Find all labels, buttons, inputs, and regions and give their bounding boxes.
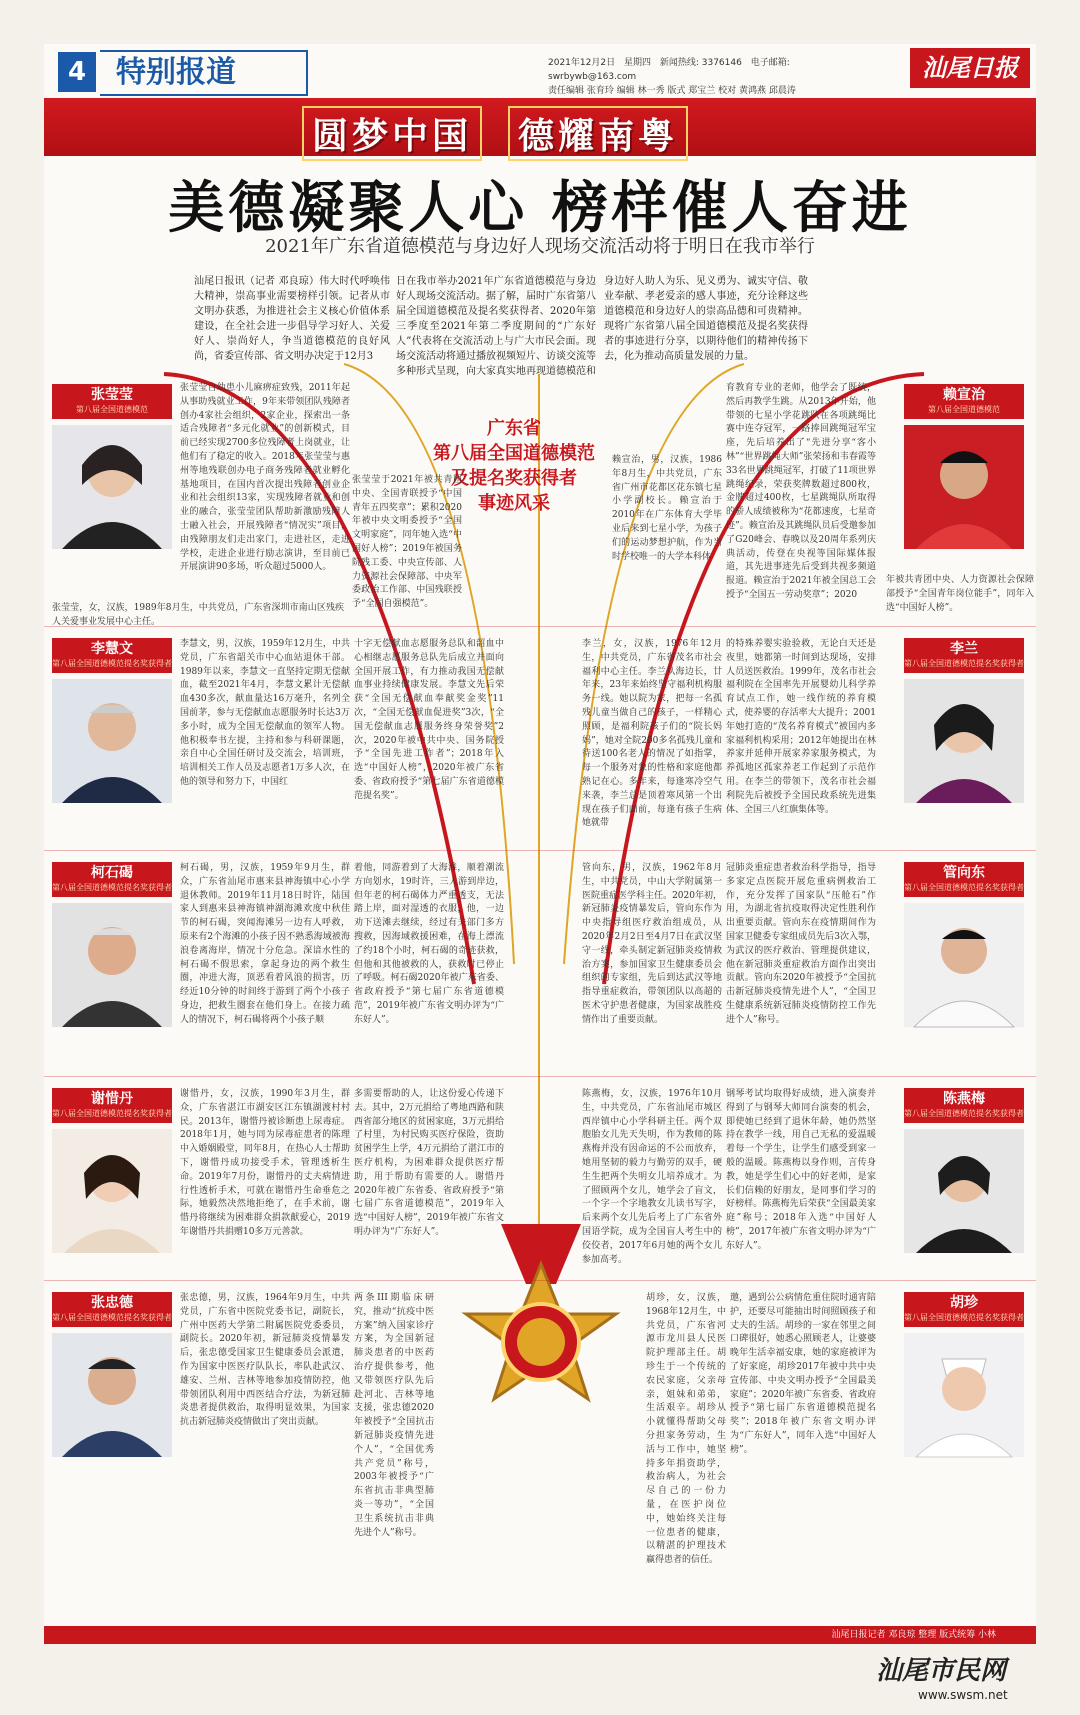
person-name: 李兰 — [904, 638, 1024, 658]
person-card — [904, 1088, 1024, 1253]
row-divider — [44, 1076, 1036, 1077]
row-divider — [44, 626, 1036, 627]
subheadline: 2021年广东省道德模范与身边好人现场交流活动将于明日在我市举行 — [265, 236, 815, 257]
person-name: 柯石碣 — [52, 862, 172, 882]
person-title: 第八届全国道德模范提名奖获得者 — [52, 1108, 172, 1123]
person-photo — [904, 1333, 1024, 1457]
person-card — [52, 384, 172, 549]
banner-left: 圆梦中国 — [302, 106, 482, 161]
person-title: 第八届全国道德模范提名奖获得者 — [52, 658, 172, 673]
headline: 美德凝聚人心 榜样催人奋进 — [168, 175, 912, 241]
bio-li-huiwen-awards: 十字无偿献血志愿服务总队和韶血中心相继志愿服务总队先后成立并面向全国开展工作，有力推动我国无偿献血事业持续健康发展。李慧文先后荣获“全国无偿献血奉献奖金奖”11次，“全国无偿献血促进奖”3次，“全国无偿献血志愿服务终身荣誉奖”2次，2020年被中共中央、国务院授予“全国先进工作者”；2018年入选“中国好人榜”，2020年被广东省委、省政府授予“第七届广东省道德模范提名奖”。 — [354, 639, 504, 801]
person-photo — [52, 679, 172, 803]
person-title: 第八届全国道德模范提名奖获得者 — [904, 658, 1024, 673]
newspaper-page — [44, 44, 1036, 1644]
section-title: 特别报道 — [100, 50, 308, 96]
bio-guan-xiangdong: 管向东，男，汉族，1962年8月生，中共党员，中山大学附属第一医院重症医学科主任。2020年初，新冠肺炎疫情暴发后，管向东作为中央指导组医疗救治组成员，从2020年2月2日至4月7日在武汉坚守一线，牵头制定新冠肺炎疫情救治方案，参加国家卫生健康委员会组织的专家组，先后到达武汉等地指导重症救治，带领团队以高超的医术守护患者健康，为国家战胜疫情作出了重要贡献。 — [582, 863, 722, 1025]
watermark-logo: 汕尾市民网 — [876, 1656, 1007, 1686]
person-title: 第八届全国道德模范提名奖获得者 — [904, 1312, 1024, 1327]
person-card — [904, 1292, 1024, 1457]
bio-xie-xidan: 谢惜丹，女，汉族，1990年3月生，群众，广东省湛江市湖安区江东镇湖渡村村民。2013年，谢惜丹被诊断患上尿毒症。2018年1月，她与同为尿毒症患者的陈理中入婚姻殿堂，同年8月，在热心人士帮助下，谢惜丹成功接受手术，管理透析生命。2019年7月份，谢惜丹的丈夫病情进行性透析手术，可就在谢惜丹生命垂危之际，她毅然决然地拒绝了，在手术前，谢惜丹将继续为困难群众捐款献爱心，2019年谢惜丹共捐赠10多万元善款。 — [180, 1089, 350, 1237]
person-name: 李慧文 — [52, 638, 172, 658]
page-number: 4 — [58, 52, 96, 92]
person-photo — [904, 425, 1024, 549]
person-title: 第八届全国道德模范提名奖获得者 — [52, 882, 172, 897]
person-title: 第八届全国道德模范提名奖获得者 — [52, 1312, 172, 1327]
masthead-logo: 汕尾日报 — [910, 48, 1030, 88]
person-photo — [904, 903, 1024, 1027]
person-name: 张莹莹 — [52, 384, 172, 404]
person-name: 张忠德 — [52, 1292, 172, 1312]
banner-right: 德耀南粤 — [508, 106, 688, 161]
editor-credits: 责任编辑 张育玲 编辑 林一秀 版式 郑宝兰 校对 黄鸿燕 邱晨涛 — [548, 86, 796, 96]
bio-ke-shijie: 柯石碣，男，汉族，1959年9月生，群众，广东省汕尾市惠来县神海镇中心小学退休教师。2019年11月18日时许，陆国家人到惠来县神海镇神湖海滩欢度中秋佳节的柯石碣，突闻海滩另一边有人呼救，原来有2个海滩的小孩子因不熟悉海域被海浪卷离海岸，情况十分危急。深谙水性的柯石碣不假思索，拿起身边的两个救生圈，冲进大海，顶恶看着风浪的损害，历经近10分钟的时间终于游到了两个小孩子身边，把救生圈套在他们身上。在接力疏人的情况下，柯石碣将两个小孩子顺 — [180, 863, 350, 1025]
person-card — [904, 638, 1024, 803]
person-photo — [52, 425, 172, 549]
person-name: 赖宣治 — [904, 384, 1024, 404]
bio-hu-zhen-awards: 邀，遇到公公病情危重住院时通宵陪护，还要尽可能抽出时间照顾孩子和丈夫的生活。胡珍的一家在邻里之间口碑很好，她悉心照顾老人，让婆婆晚年生活幸福安康，她的家庭被评为了好家庭，胡珍2017年被中共中央宣传部、中央文明办授予“全国最美家庭”；2020年被广东省委、省政府授予“第七届广东省道德模范提名奖”；2018年被广东省文明办评为“广东好人”，同年入选“中国好人榜”。 — [730, 1293, 876, 1455]
person-title: 第八届全国道德模范 — [52, 404, 172, 419]
person-photo — [52, 1333, 172, 1457]
person-photo — [52, 1129, 172, 1253]
person-name: 陈燕梅 — [904, 1088, 1024, 1108]
footer-credit: 汕尾日报记者 邓良琼 整理 版式统筹 小林 — [44, 1626, 1036, 1644]
row-divider — [44, 850, 1036, 851]
bio-zhang-zhongde-awards: 两条III期临床研究，推动“抗疫中医方案”纳入国家诊疗方案，为全国新冠肺炎患者的中医药治疗提供参考，他又带领医疗队先后赴河北、吉林等地支援，张忠德2020年被授予“全国抗击新冠肺炎疫情先进个人”，“全国优秀共产党员”称号，2003年被授予“广东省抗击非典型肺炎一等功”，“全国卫生系统抗击非典先进个人”称号。 — [354, 1293, 434, 1538]
center-title: 广东省 第八届全国道德模范 及提名奖获得者 事迹风采 — [433, 418, 595, 514]
person-card — [52, 1292, 172, 1457]
person-card — [52, 862, 172, 1027]
top-banner — [44, 98, 1036, 156]
issue-date: 2021年12月2日 — [548, 58, 616, 68]
person-card — [904, 862, 1024, 1027]
bio-li-lan: 李兰，女，汉族，1976年12月生，中共党员，广东省茂名市社会福利中心主任。李兰从海边长，廿年来，23年来始终坚守福利机构服务一线。她以院为家，把每一名孤残儿童当做自己的孩子，一样精心照顾，是福利院孩子们的“院长妈妈”，她对全院200多名孤残儿童和待送100名老人的情况了如指掌，每一个服务对象的性格和家庭他都熟记在心。多年来，每逢寒冷空气来袭，李兰总是顶着寒风第一个出现在孩子们面前，每逢有孩子生病她就带 — [582, 639, 722, 829]
person-title: 第八届全国道德模范提名奖获得者 — [904, 1108, 1024, 1123]
bio-hu-zhen: 胡珍，女，汉族，1968年12月生，中共党员，广东省河源市龙川县人民医院护理部主任。胡珍生于一个传统的农民家庭，父亲母亲，姐妹和弟弟，生活艰辛。胡珍从小就懂得帮助父母分担家务劳动，生活与工作中，她坚持多年捐资助学，救治病人，为社会尽自己的一份力量，在医护岗位中，她始终关注每一位患者的健康，以精湛的护理技术赢得患者的信任。 — [646, 1293, 726, 1566]
bio-li-huiwen: 李慧文，男，汉族，1959年12月生，中共党员，广东省韶关市中心血站退休干部。1989年以来，李慧文一直坚持定期无偿献血，截至2021年4月，李慧文累计无偿献血430多次，献血量达16万毫升，名列全国前茅，参与无偿献血志愿服务时长达3万多小时，成为全国无偿献血的领军人物。他积极奉书左提，主持和参与科研课题，亲自中心全国任研讨及交流会，培训班，培训相关工作人员及志愿者1万多人次，在他的领导和努力下，中国红 — [180, 639, 350, 787]
bio-chen-yanmei-awards: 钢琴考试均取得好成绩，进入演奏并得到了与钢琴大师同台演奏的机会，即使她已经到了退休年龄，她仍然坚持在教学一线，用自己无私的爱温暖着每一个学生，让学生们感受到家一般的温暖。陈燕梅以身作则，言传身教，她是学生们心中的好老师，是家长们信赖的好朋友，是同事们学习的好榜样。陈燕梅先后荣获“全国最美家庭”称号；2018年入选“中国好人榜”，2017年被广东省文明办评为“广东好人”。 — [726, 1089, 876, 1251]
bio-lai-xuanzhi-awards: 年被共青团中央、人力资源社会保障部授予“全国青年岗位能手”，同年入选“中国好人榜”。 — [886, 575, 1034, 613]
bio-ke-shijie-awards: 着他，同游着到了大海滩，顺着潮流方向划水，19时许，三人游到岸边，但年老的柯石碣体力严重透支，无法踏上岸，面对湿透的衣服，他，一边劝下送滩去继续，经过有关部门多方搜救，因海域救援困难，在海上漂流了约18个小时，柯石碣的奇迹获救，但他和其他被救的人，获救时已停止了呼吸。柯石碣2020年被广东省委、省政府授予“第七届广东省道德模范”，2019年被广东省文明办评为“广东好人”。 — [354, 863, 504, 1025]
person-photo — [52, 903, 172, 1027]
person-photo — [904, 1129, 1024, 1253]
bio-lai-xuanzhi: 育教育专业的老师，他学会了既统，然后再教学生跳。从2013年开始，他带领的七星小学花跳队在各项跳绳比赛中连夺冠军，一路捧回跳绳冠军宝座，先后培养出了“先进分享“客小林”“世界跳绳大师”张荣扬和韦春霞等33名世界跳绳冠军，打破了11项世界跳绳纪录，荣获奖牌数超过800枚，金牌超过400枚，七星跳绳队所取得的骄人成绩被称为“花都速度，七星奇迹”。赖宣治及其跳绳队员后受邀参加了G20峰会、春晚以及20周年系列庆典活动，传登在央视等国际媒体报道，其先进事迹先后受到共视多频道报道。赖宣治于2021年被全国总工会授予“全国五一劳动奖章”；2020 — [726, 383, 876, 600]
bio-chen-yanmei: 陈燕梅，女，汉族，1976年10月生，中共党员，广东省汕尾市城区西岸镇中心小学科研主任。两个双胞胎女儿先天失明，作为教师的陈燕梅并没有因命运的不公而放弃，她用坚韧的毅力与勤劳的双手，硬生生把两个失明女儿培养成才。为了照顾两个女儿，她学会了盲文，一个字一个字地教女儿读书写字，后来两个女儿先后考上了广东省外国语学院，成为全国盲人考生中的佼佼者，2017年6月她的两个女儿参加高考。 — [582, 1089, 722, 1265]
lead-paragraph-2: 日在我市举办2021年广东省道德模范与身边好人现场交流活动。据了解，届时广东省第八届全国道德模范及提名奖获得者、2020年第三季度至2021年第二季度期间的“广东好人”代表将在交流活动上与广大市民会面。现场交流活动将通过播放视频短片、访谈交流等多种形式呈现，向大家真实地再现道德模范和 — [396, 276, 596, 377]
person-card — [52, 638, 172, 803]
bio-zhang-yingying-awards: 张莹莹于2021年被共青团中央、全国青联授予“中国青年五四奖章”；累积2020年被中央文明委授予“全国文明家庭”，同年她入选“中国好人榜”；2019年被国务院残工委、中央宣传部、人力资源社会保障部、中央军委政治工作部、中国残联授予“全国自强模范”。 — [352, 475, 462, 610]
editor-email: 电子邮箱: swrbywb@163.com — [548, 58, 790, 82]
lead-paragraph-3: 身边好人助人为乐、见义勇为、诚实守信、敬业奉献、孝老爱亲的感人事迹，充分诠释这些道德模范和身边好人的崇高品德和可贵精神。现将广东省第八届全国道德模范及提名奖获得者的事迹进行分享，以期待他们的精神传扬下去，化为推动高质量发展的力量。 — [604, 276, 808, 362]
header-info — [548, 56, 878, 98]
issue-weekday: 星期四 — [623, 58, 651, 68]
news-hotline: 新闻热线: 3376146 — [659, 58, 742, 68]
person-name: 谢惜丹 — [52, 1088, 172, 1108]
person-card — [52, 1088, 172, 1253]
bio-xie-xidan-awards: 多需要帮助的人，让这份爱心传递下去。其中，2万元捐给了粤地西路和陕西省部分地区的贫困家庭，3万元捐给了村里，为村民购买医疗保险，资助贫困学生上学，4万元捐给了湛江市的医疗机构，为困难群众提供医疗帮助，用于帮助有需要的人。谢惜丹2020年被广东省委、省政府授予“第七届广东省道德模范”，2019年入选“中国好人榜”，2019年被广东省文明办评为“广东好人”。 — [354, 1089, 504, 1237]
person-title: 第八届全国道德模范提名奖获得者 — [904, 882, 1024, 897]
bio-zhang-yingying-intro: 张莹莹，女，汉族，1989年8月生，中共党员，广东省深圳市南山区残疾人关爱事业发展中心主任。 — [52, 603, 344, 627]
bio-lai-xuanzhi-intro: 赖宣治，男，汉族，1986年8月生，中共党员，广东省广州市花都区花东镇七星小学副校长。赖宣治于2010年在广东体育大学毕业后来到七星小学，为孩子们的运动梦想护航，作为当时学校唯一的大学本科体 — [612, 455, 722, 562]
row-divider — [44, 1280, 1036, 1281]
watermark-url: www.swsm.net — [918, 1688, 1008, 1702]
bio-li-lan-awards: 的特殊养婴实验验救，无论白天还是夜里，她都第一时间到达现场，安排人员送医救治。1999年，茂名市社会福利院在全国率先开展婴幼儿科学养育试点工作，她一线作统的养育模式，使养婴的存活率大大提升；2001年她打造的“茂名养育模式”被国内多家福利机构采用；2012年她提出在林养家并延伸开展家养家服务模式，为养孤地区孤家养老工作起到了示范作用。在李兰的带领下，茂名市社会福利院先后被授予全国民政系统先进集体、全国三八红旗集体等。 — [726, 639, 876, 815]
person-photo — [904, 679, 1024, 803]
person-name: 胡珍 — [904, 1292, 1024, 1312]
lead-paragraph-1: 汕尾日报讯（记者 邓良琼）伟大时代呼唤伟大精神，崇高事业需要榜样引领。记者从市文明办获悉，为推进社会主义核心价值体系建设，在全社会进一步倡导学习好人、关爱好人、崇尚好人，争当道德模范的良好风尚，省委宣传部、省文明办决定于12月3 — [194, 276, 390, 362]
bio-zhang-zhongde: 张忠德，男，汉族，1964年9月生，中共党员，广东省中医院党委书记，副院长，广州中医药大学第二附属医院党委委员，副院长。2020年初，新冠肺炎疫情暴发后，张忠德受国家卫生健康委员会派遣，作为国家中医医疗队队长，率队赴武汉、雄安、兰州、吉林等地参加疫情防控，他带领团队利用中西医结合疗法，为新冠肺炎患者提供救治，取得明显效果，为国家抗击新冠肺炎疫情做出了突出贡献。 — [180, 1293, 350, 1428]
person-card — [904, 384, 1024, 549]
bio-guan-xiangdong-awards: 冠肺炎重症患者救治科学指导，指导多家定点医院开展危重病例救治工作，充分发挥了国家队“压舱石”作用，为湖北省抗疫取得决定性胜利作出重要贡献。管向东在疫情期间作为国家卫健委专家组成员先后3次入鄂，为武汉的医疗救治、管理提供建议，他在新冠肺炎重症救治方面作出突出贡献。管向东2020年被授予“全国抗击新冠肺炎疫情先进个人”，“全国卫生健康系统新冠肺炎疫情防控工作先进个人”称号。 — [726, 863, 876, 1025]
person-name: 管向东 — [904, 862, 1024, 882]
bio-zhang-yingying: 张莹莹自幼患小儿麻痹症致残，2011年起从事助残就业工作，9年来带领团队残障者创办4家社会组织，2家企业，探索出一条适合残障者“多元化就业”的创新模式，目前已经实现2700多位残障者上岗就业，让他们有了稳定的收入。2018年张莹莹与惠州等地残联创办电子商务残障者就业孵化基地项目，在国内首次提出残障者创业企业和社会组织13家，实现残障者就业和创业的融合，张莹莹团队帮助新激励残障人士融入社会，开展残障者“情况实”项目，由残障朋友们走出家门，走进社区，走进学校，走进企业进行励志演讲，至目前已开展演讲90多场，听众超过5000人。 — [180, 383, 350, 573]
person-title: 第八届全国道德模范 — [904, 404, 1024, 419]
